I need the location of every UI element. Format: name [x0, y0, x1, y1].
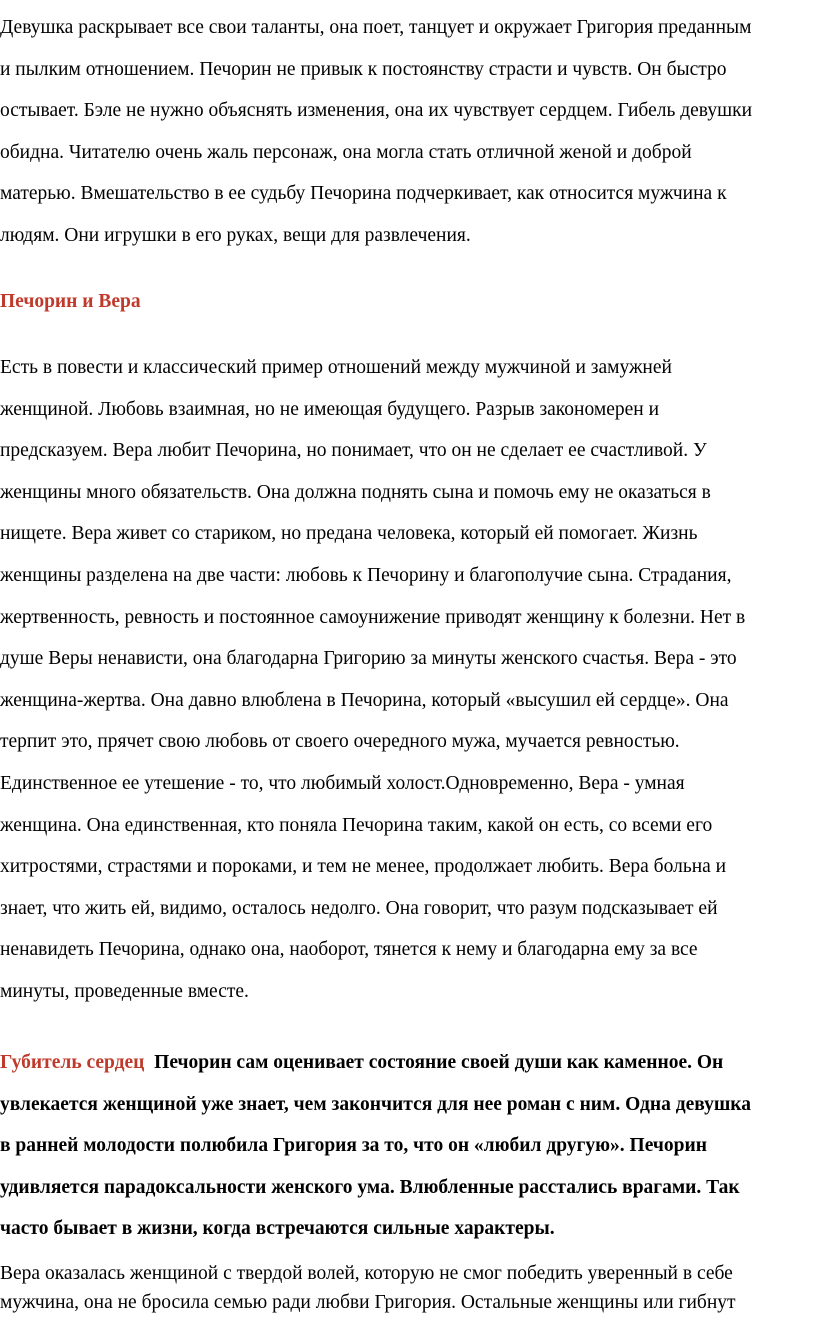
- text-line: хитростями, страстями и пороками, и тем не менее, продолжает любить. Вера больна и: [0, 856, 727, 878]
- text-line: нищете. Вера живет со стариком, но предана человека, который ей помогает. Жизнь: [0, 523, 698, 545]
- text-line: предсказуем. Вера любит Печорина, но понимает, что он не сделает ее счастливой. У: [0, 440, 707, 462]
- text-line: обидна. Читателю очень жаль персонаж, она могла стать отличной женой и доброй: [0, 141, 692, 163]
- text-line: увлекается женщиной уже знает, чем закончится для нее роман с ним. Одна девушка: [0, 1093, 751, 1115]
- text-line: Вера оказалась женщиной с твердой волей, которую не смог победить уверенный в себе: [0, 1263, 733, 1284]
- paragraph-heart-breaker: [0, 1042, 751, 1250]
- text-line: женщины разделена на две части: любовь к Печорину и благополучие сына. Страдания,: [0, 564, 732, 586]
- text-line: и пылким отношением. Печорин не привык к постоянству страсти и чувств. Он быстро: [0, 58, 727, 80]
- text-line: часто бывает в жизни, когда встречаются сильные характеры.: [0, 1218, 555, 1240]
- section-heading-pechorin-vera: Печорин и Вера: [0, 291, 141, 312]
- text-line: минуты, проведенные вместе.: [0, 980, 249, 1002]
- text-line: удивляется парадоксальности женского ума. Влюбленные расстались врагами. Так: [0, 1176, 740, 1198]
- text-line: ненавидеть Печорина, однако она, наоборот, тянется к нему и благодарна ему за все: [0, 939, 698, 961]
- text-line: жертвенность, ревность и постоянное самоунижение приводят женщину к болезни. Нет в: [0, 606, 746, 628]
- text-line: знает, что жить ей, видимо, осталось недолго. Она говорит, что разум подсказывает ей: [0, 897, 718, 919]
- text-line: в ранней молодости полюбила Григория за то, что он «любил другую». Печорин: [0, 1135, 707, 1157]
- text-line: женщиной. Любовь взаимная, но не имеющая будущего. Разрыв закономерен и: [0, 398, 660, 420]
- text-line: душе Веры ненависти, она благодарна Григорию за минуты женского счастья. Вера - это: [0, 648, 737, 670]
- text-line: людям. Они игрушки в его руках, вещи для развлечения.: [0, 224, 471, 246]
- section-heading-heart-breaker: Губитель сердец: [0, 1052, 145, 1073]
- text-line: Девушка раскрывает все свои таланты, она поет, танцует и окружает Григория преданным: [0, 17, 752, 38]
- text-line: терпит это, прячет свою любовь от своего очередного мужа, мучается ревностью.: [0, 731, 680, 753]
- text-line: женщины много обязательств. Она должна поднять сына и помочь ему не оказаться в: [0, 481, 711, 503]
- text-line: Есть в повести и классический пример отношений между мужчиной и замужней: [0, 357, 672, 378]
- text-line: женщина-жертва. Она давно влюблена в Печорина, который «высушил ей сердце». Она: [0, 689, 729, 711]
- text-line: матерью. Вмешательство в ее судьбу Печорина подчеркивает, как относится мужчина к: [0, 183, 727, 205]
- text-line: мужчина, она не бросила семью ради любви Григория. Остальные женщины или гибнут: [0, 1292, 736, 1313]
- paragraph-bela: [0, 7, 752, 257]
- text-line: женщина. Она единственная, кто поняла Печорина таким, какой он есть, со всеми его: [0, 814, 713, 836]
- text-line: Единственное ее утешение - то, что любимый холост.Одновременно, Вера - умная: [0, 772, 685, 794]
- text-line-rest: Печорин сам оценивает состояние своей души как каменное. Он: [154, 1052, 724, 1073]
- text-line: [0, 1042, 751, 1084]
- paragraph-vera: [0, 347, 745, 1013]
- paragraph-vera-will: [0, 1259, 736, 1317]
- text-line: остывает. Бэле не нужно объяснять изменения, она их чувствует сердцем. Гибель девушки: [0, 100, 753, 122]
